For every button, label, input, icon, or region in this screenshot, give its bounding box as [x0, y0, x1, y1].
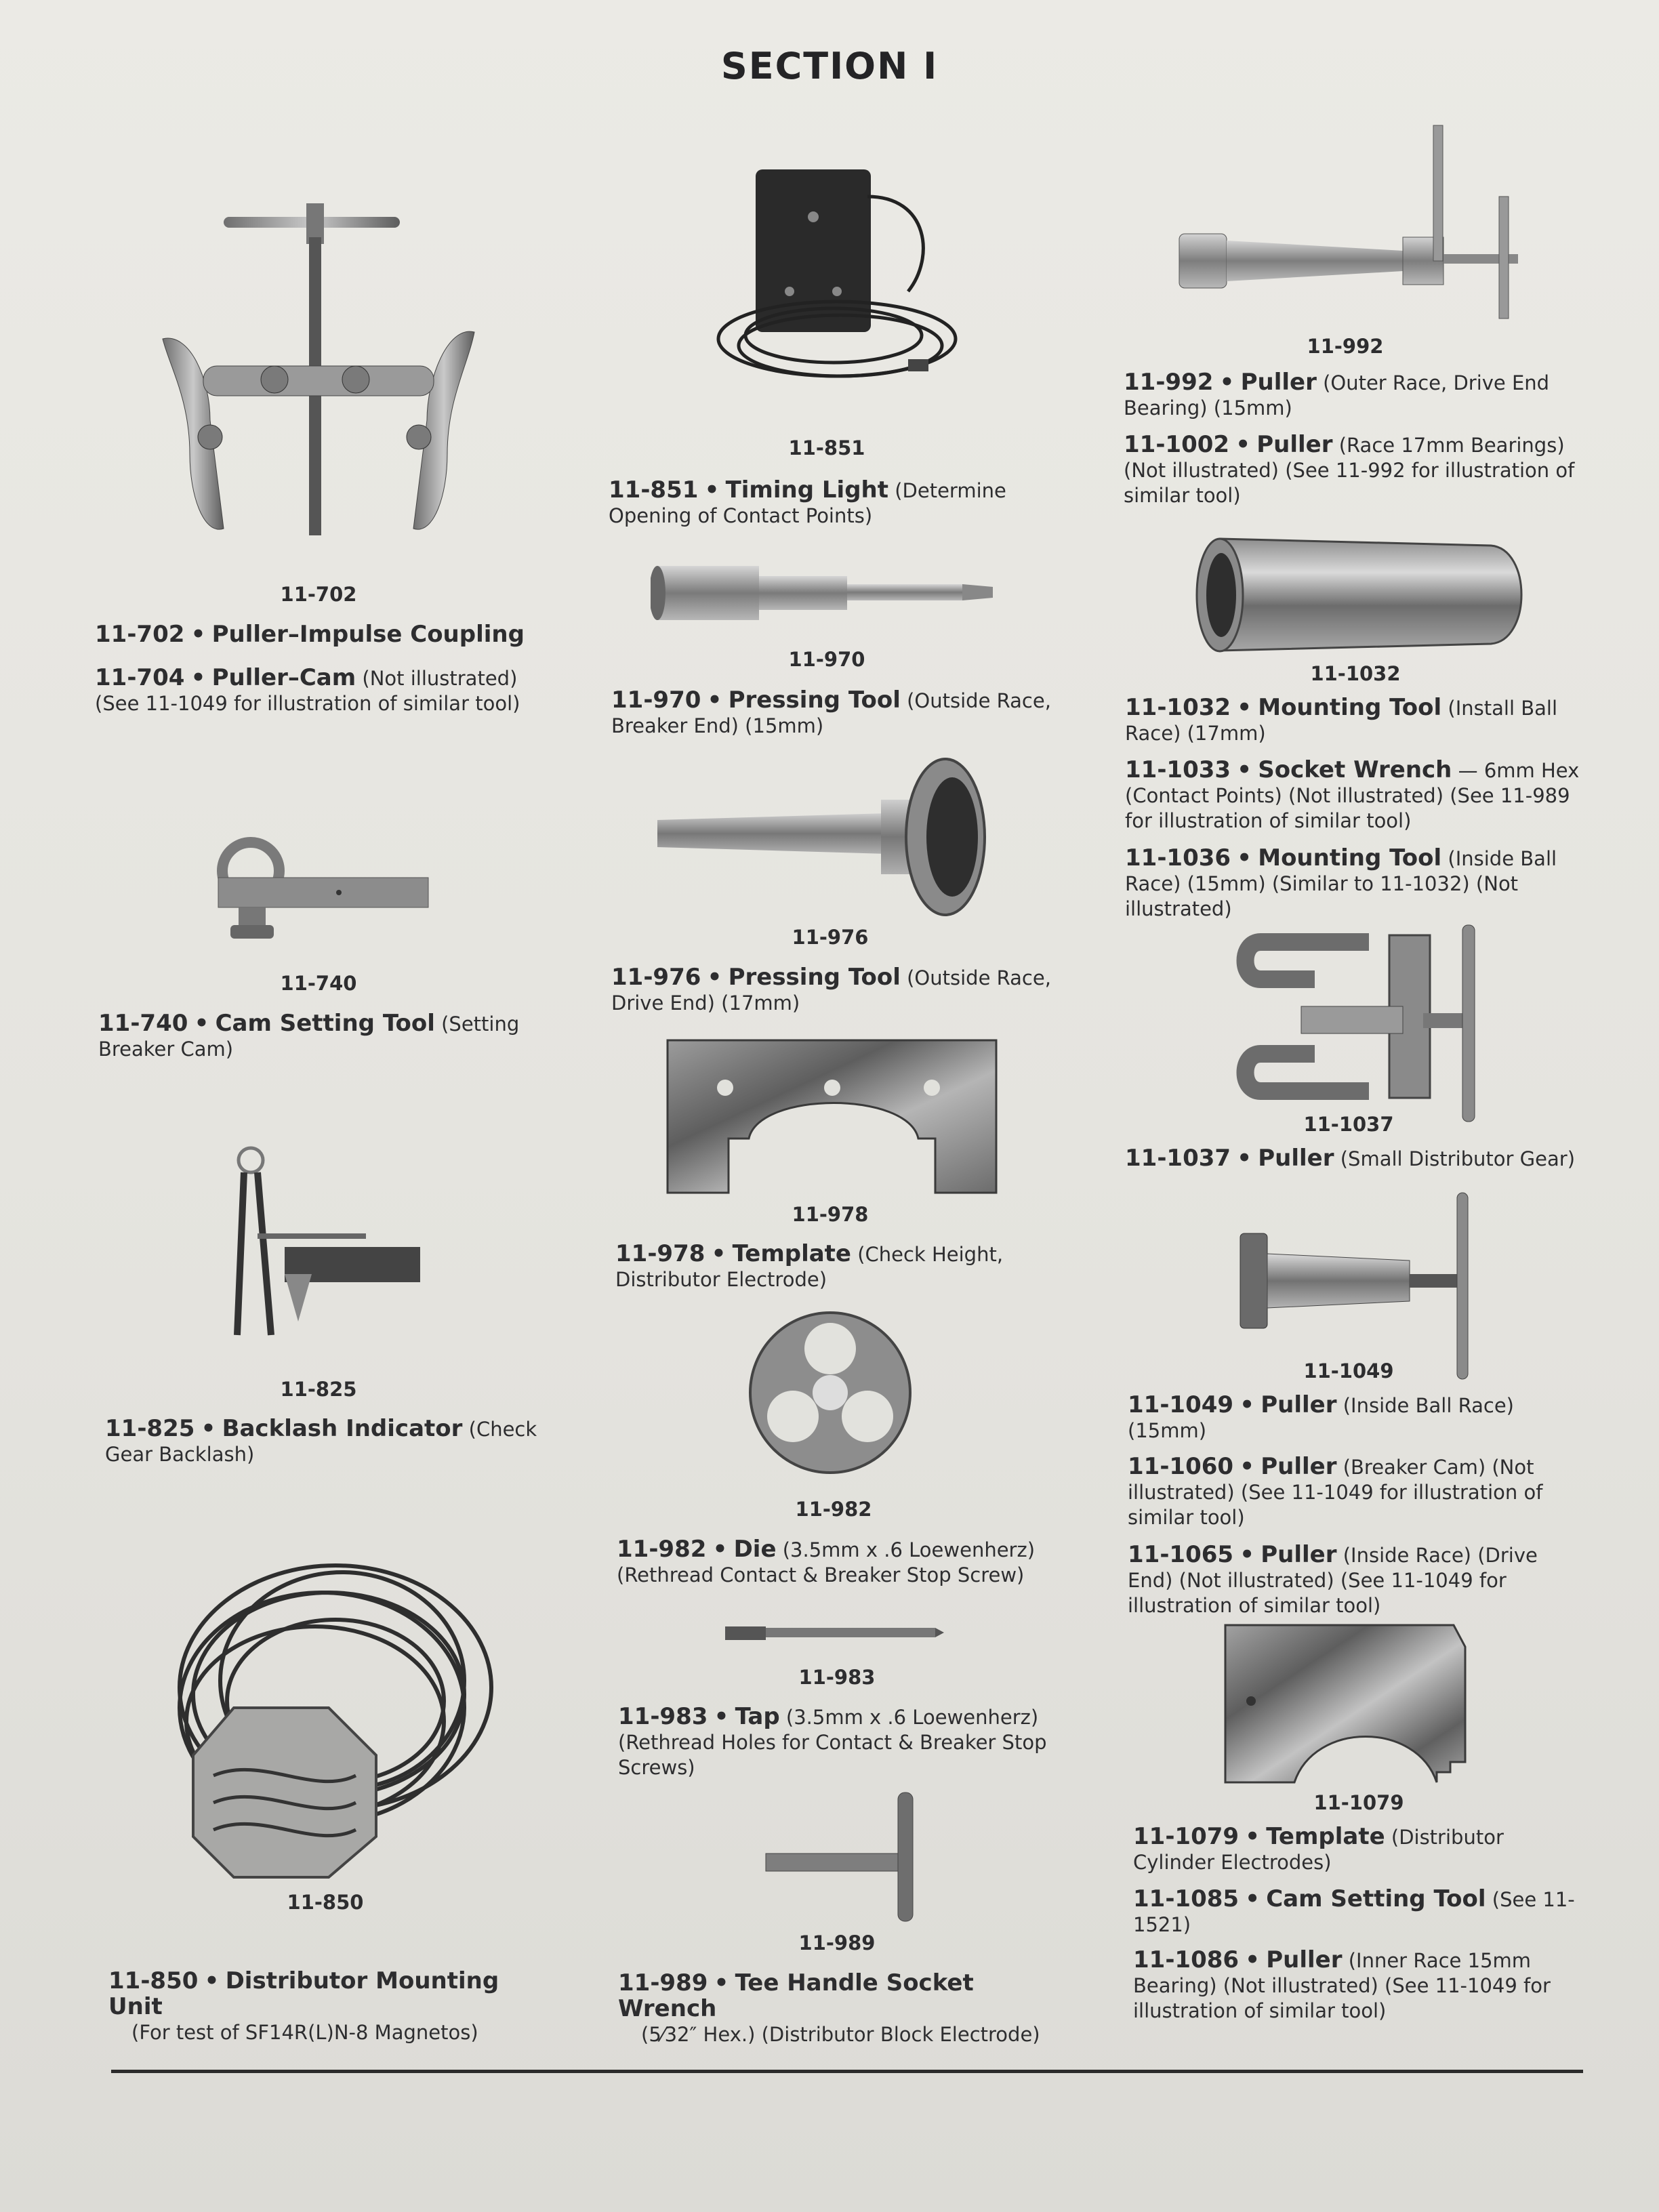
part-name: Pressing Tool — [728, 964, 901, 991]
puller-small-distributor-gear-image — [1233, 922, 1491, 1125]
template-height-image — [664, 1037, 1003, 1196]
part-name: Puller–Cam — [211, 664, 356, 691]
catalog-entry: 11-1079 • Template (Distributor Cylinder Electrodes) — [1133, 1823, 1504, 1874]
catalog-entry: 11-978 • Template (Check Height, Distributor Electrode) — [615, 1240, 1004, 1291]
catalog-entry: 11-1086 • Puller (Inner Race 15mm Bearing) (Not illustrated) (See 11-1049 for illustration of similar tool) — [1133, 1946, 1551, 2022]
part-name: Mounting Tool — [1258, 694, 1442, 721]
part-number: 11-1036 — [1125, 844, 1231, 872]
part-number: 11-1033 — [1125, 756, 1231, 783]
image-caption: 11-982 — [795, 1498, 872, 1521]
image-caption: 11-1049 — [1303, 1359, 1394, 1382]
part-number: 11-1049 — [1128, 1391, 1234, 1418]
image-caption: 11-850 — [287, 1891, 364, 1914]
part-desc: — 6mm Hex (Contact Points) (Not illustrated) (See 11-989 for illustration of similar tool) — [1125, 759, 1580, 832]
part-name: Template — [732, 1240, 851, 1267]
catalog-entry: 11-976 • Pressing Tool (Outside Race, Drive End) (17mm) — [611, 964, 1051, 1015]
part-number: 11-989 — [618, 1969, 708, 1996]
part-desc: (Outside Race, Breaker End) (15mm) — [611, 689, 1051, 737]
part-number: 11-982 — [617, 1536, 707, 1563]
part-name: Template — [1266, 1823, 1385, 1850]
part-number: 11-970 — [611, 687, 701, 714]
part-desc: (Check Height, Distributor Electrode) — [615, 1243, 1004, 1291]
part-number: 11-1065 — [1128, 1541, 1234, 1568]
part-desc: (For test of SF14R(L)N-8 Magnetos) — [131, 2021, 478, 2044]
catalog-entry: 11-1085 • Cam Setting Tool (See 11-1521) — [1133, 1885, 1575, 1936]
catalog-entry: 11-850 • Distributor Mounting Unit (For test of SF14R(L)N-8 Magnetos) — [108, 1969, 556, 2045]
image-caption: 11-702 — [280, 583, 357, 606]
catalog-entry: 11-851 • Timing Light (Determine Opening of Contact Points) — [609, 476, 1006, 527]
backlash-indicator-image — [217, 1145, 434, 1349]
image-caption: 11-825 — [280, 1378, 357, 1401]
part-number: 11-992 — [1124, 369, 1214, 396]
part-name: Tee Handle Socket Wrench — [618, 1969, 974, 2022]
part-name: Puller — [1240, 369, 1317, 396]
part-number: 11-983 — [618, 1703, 708, 1730]
catalog-entry: 11-702 • Puller–Impulse Coupling — [95, 621, 525, 648]
part-number: 11-702 — [95, 621, 185, 648]
part-number: 11-704 — [95, 664, 185, 691]
part-name: Puller–Impulse Coupling — [211, 621, 525, 648]
part-desc: (3.5mm x .6 Loewenherz) (Rethread Contact & Breaker Stop Screw) — [617, 1538, 1036, 1586]
catalog-entry: 11-992 • Puller (Outer Race, Drive End Bearing) (15mm) — [1124, 369, 1550, 419]
part-desc: (See 11-1521) — [1133, 1888, 1575, 1936]
part-desc: (Install Ball Race) (17mm) — [1125, 697, 1558, 745]
template-cylinder-image — [1220, 1620, 1471, 1786]
part-desc: (Inside Race) (Drive End) (Not illustrated) (See 11-1049 for illustration of similar tool) — [1128, 1544, 1538, 1617]
cam-setting-tool-image — [210, 830, 441, 952]
part-number: 11-1037 — [1125, 1145, 1231, 1172]
part-name: Puller — [1261, 1453, 1337, 1480]
part-desc: (Inside Ball Race) (15mm) — [1128, 1394, 1514, 1442]
catalog-entry: 11-740 • Cam Setting Tool (Setting Breaker Cam) — [98, 1010, 520, 1061]
part-number: 11-1060 — [1128, 1453, 1234, 1480]
image-caption: 11-976 — [792, 926, 869, 949]
catalog-entry: 11-1060 • Puller (Breaker Cam) (Not illustrated) (See 11-1049 for illustration of similar tool) — [1128, 1453, 1543, 1529]
part-desc: (Setting Breaker Cam) — [98, 1012, 520, 1061]
catalog-entry: 11-1065 • Puller (Inside Race) (Drive End) (Not illustrated) (See 11-1049 for illustration of similar tool) — [1128, 1541, 1538, 1617]
pressing-tool-breaker-end-image — [651, 556, 1003, 630]
part-desc: (Check Gear Backlash) — [105, 1418, 537, 1466]
puller-inside-ball-race-image — [1227, 1186, 1491, 1382]
distributor-mounting-unit-image — [152, 1552, 505, 1904]
part-name: Puller — [1256, 431, 1333, 458]
part-name: Die — [733, 1536, 777, 1563]
part-number: 11-1086 — [1133, 1946, 1240, 1973]
part-name: Cam Setting Tool — [1266, 1885, 1486, 1912]
puller-outer-race-image — [1172, 122, 1532, 325]
part-desc: (5⁄32″ Hex.) (Distributor Block Electrode) — [641, 2023, 1040, 2046]
catalog-entry: 11-1002 • Puller (Race 17mm Bearings) (Not illustrated) (See 11-992 for illustration of similar tool) — [1124, 431, 1575, 507]
catalog-entry: 11-704 • Puller–Cam (Not illustrated) (See 11-1049 for illustration of similar tool) — [95, 664, 520, 715]
part-desc: (Small Distributor Gear) — [1340, 1147, 1576, 1170]
part-number: 11-851 — [609, 476, 699, 504]
part-number: 11-1002 — [1124, 431, 1230, 458]
part-name: Cam Setting Tool — [215, 1010, 435, 1037]
part-desc: (Not illustrated) (See 11-1049 for illustration of similar tool) — [95, 667, 520, 715]
part-number: 11-850 — [108, 1967, 199, 1994]
image-caption: 11-978 — [792, 1203, 869, 1226]
part-name: Pressing Tool — [728, 687, 901, 714]
part-name: Socket Wrench — [1258, 756, 1452, 783]
image-caption: 11-1032 — [1310, 662, 1401, 685]
catalog-entry: 11-1033 • Socket Wrench — 6mm Hex (Contact Points) (Not illustrated) (See 11-989 for illustration of similar tool) — [1125, 756, 1580, 832]
mounting-tool-image — [1193, 535, 1532, 654]
tap-image — [722, 1620, 945, 1647]
part-name: Tap — [735, 1703, 780, 1730]
image-caption: 11-851 — [788, 436, 865, 459]
image-caption: 11-992 — [1307, 335, 1384, 358]
image-caption: 11-970 — [788, 648, 865, 671]
image-caption: 11-740 — [280, 972, 357, 995]
catalog-entry: 11-1036 • Mounting Tool (Inside Ball Race) (15mm) (Similar to 11-1032) (Not illustrated) — [1125, 844, 1557, 920]
catalog-entry: 11-1049 • Puller (Inside Ball Race) (15mm) — [1128, 1391, 1514, 1442]
part-name: Backlash Indicator — [222, 1415, 463, 1442]
catalog-entry: 11-1032 • Mounting Tool (Install Ball Race) (17mm) — [1125, 694, 1558, 745]
tee-handle-socket-wrench-image — [762, 1789, 925, 1925]
part-number: 11-825 — [105, 1415, 195, 1442]
catalog-entry: 11-983 • Tap (3.5mm x .6 Loewenherz) (Rethread Holes for Contact & Breaker Stop Screws) — [618, 1703, 1047, 1779]
image-caption: 11-1037 — [1303, 1113, 1394, 1136]
catalog-entry: 11-970 • Pressing Tool (Outside Race, Breaker End) (15mm) — [611, 687, 1051, 737]
part-desc: (Distributor Cylinder Electrodes) — [1133, 1826, 1504, 1874]
part-name: Mounting Tool — [1258, 844, 1442, 872]
catalog-entry: 11-989 • Tee Handle Socket Wrench (5⁄32″ Hex.) (Distributor Block Electrode) — [618, 1971, 1065, 2047]
catalog-entry: 11-825 • Backlash Indicator (Check Gear Backlash) — [105, 1415, 537, 1466]
part-name: Puller — [1261, 1391, 1337, 1418]
pressing-tool-drive-end-image — [651, 752, 996, 922]
puller-impulse-coupling-image — [149, 197, 488, 549]
part-number: 11-1085 — [1133, 1885, 1240, 1912]
catalog-entry: 11-982 • Die (3.5mm x .6 Loewenherz) (Rethread Contact & Breaker Stop Screw) — [617, 1536, 1036, 1586]
part-desc: (Race 17mm Bearings) (Not illustrated) (See 11-992 for illustration of similar tool) — [1124, 434, 1575, 507]
die-image — [745, 1308, 915, 1477]
part-number: 11-976 — [611, 964, 701, 991]
part-desc: (Outer Race, Drive End Bearing) (15mm) — [1124, 371, 1550, 419]
part-number: 11-740 — [98, 1010, 188, 1037]
part-desc: (Outside Race, Drive End) (17mm) — [611, 966, 1051, 1015]
part-name: Puller — [1258, 1145, 1334, 1172]
part-number: 11-1032 — [1125, 694, 1231, 721]
timing-light-image — [705, 156, 962, 413]
section-title: SECTION I — [720, 45, 939, 87]
image-caption: 11-983 — [798, 1666, 876, 1689]
part-desc: (Breaker Cam) (Not illustrated) (See 11-1049 for illustration of similar tool) — [1128, 1456, 1543, 1529]
part-number: 11-978 — [615, 1240, 705, 1267]
part-number: 11-1079 — [1133, 1823, 1240, 1850]
image-caption: 11-989 — [798, 1931, 876, 1954]
part-desc: (Determine Opening of Contact Points) — [609, 479, 1006, 527]
part-name: Timing Light — [725, 476, 889, 504]
image-caption: 11-1079 — [1313, 1791, 1404, 1814]
part-name: Puller — [1261, 1541, 1337, 1568]
footer-rule — [111, 2070, 1583, 2073]
catalog-entry: 11-1037 • Puller (Small Distributor Gear) — [1125, 1145, 1576, 1172]
part-desc: (Inner Race 15mm Bearing) (Not illustrated) (See 11-1049 for illustration of similar tool) — [1133, 1949, 1551, 2022]
part-name: Puller — [1266, 1946, 1343, 1973]
part-desc: (Inside Ball Race) (15mm) (Similar to 11-1032) (Not illustrated) — [1125, 847, 1557, 920]
part-desc: (3.5mm x .6 Loewenherz) (Rethread Holes for Contact & Breaker Stop Screws) — [618, 1706, 1047, 1779]
part-name: Distributor Mounting Unit — [108, 1967, 499, 2020]
